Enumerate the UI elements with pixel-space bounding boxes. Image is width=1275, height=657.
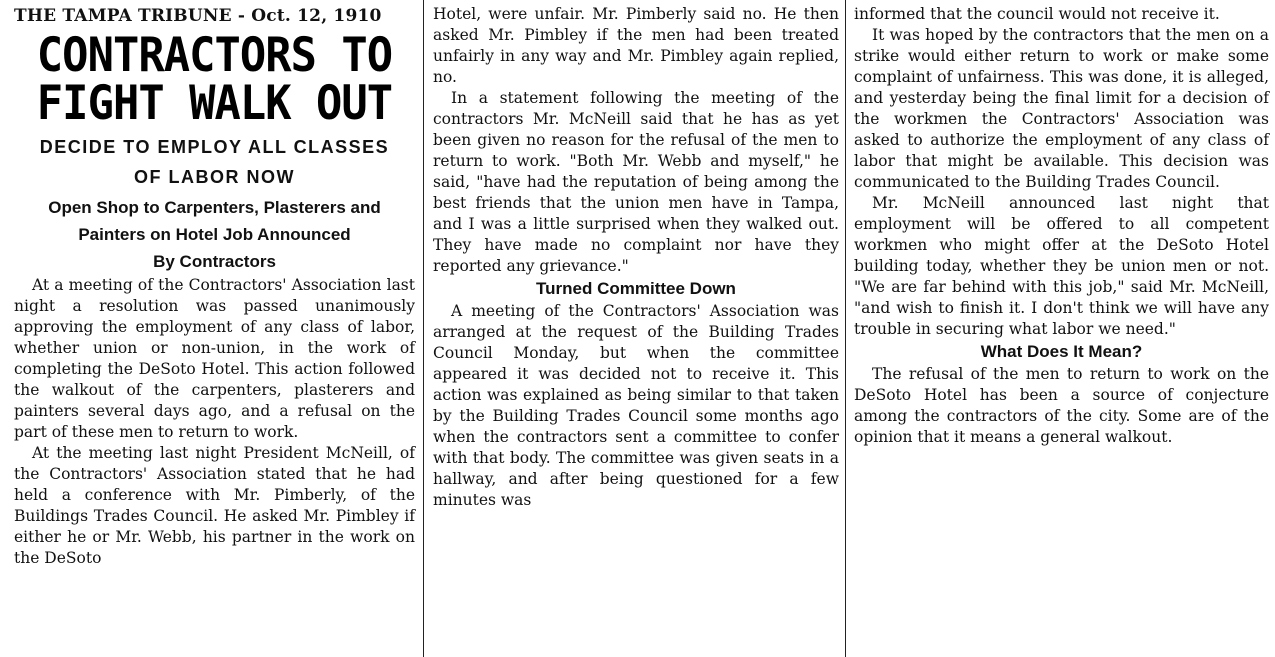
paragraph: The refusal of the men to return to work on the DeSoto Hotel has been a source of conjecture among the contractors of the city. Some are of the opinion that it means a general walkout. — [854, 365, 1269, 446]
paragraph: Hotel, were unfair. Mr. Pimberly said no. He then asked Mr. Pimbley if the men had been treated unfairly in any way and Mr. Pimbley again replied, no. — [433, 5, 839, 86]
subdeck-line-2: Painters on Hotel Job Announced — [78, 225, 351, 244]
dateline: THE TAMPA TRIBUNE - Oct. 12, 1910 — [14, 6, 382, 26]
paragraph: It was hoped by the contractors that the men on a strike would either return to work or make some complaint of unfairness. This was done, it is alleged, and yesterday being the final limit for a decision of the workmen the Contractors' Association was asked to authorize the employment of any class of labor that might be available. This decision was communicated to the Building Trades Council. — [854, 26, 1269, 191]
headline-line-2: FIGHT WALK OUT — [36, 76, 393, 131]
headline-line-1: CONTRACTORS TO — [36, 28, 393, 83]
subhead: What Does It Mean? — [980, 342, 1143, 361]
paragraph: informed that the council would not receive it. — [854, 5, 1220, 23]
subdeck-line-3: By Contractors — [153, 252, 276, 271]
deck-line-1: DECIDE TO EMPLOY ALL CLASSES — [39, 137, 390, 157]
paragraph: A meeting of the Contractors' Association was arranged at the request of the Building Trades Council Monday, but when the committee appeared it was decided not to receive it. This action was explained as being similar to that taken by the Building Trades Council some months ago when the contractors sent a committee to confer with that body. The committee was given seats in a hallway, and after being questioned for a few minutes was — [433, 302, 839, 509]
column-3 — [846, 0, 1275, 657]
paragraph: At the meeting last night President McNeill, of the Contractors' Association stated that he had held a conference with Mr. Pimberly, of the Buildings Trades Council. He asked Mr. Pimbley if either he or Mr. Webb, his partner in the work on the DeSoto — [14, 444, 415, 567]
paragraph: At a meeting of the Contractors' Association last night a resolution was passed unanimously approving the employment of any class of labor, whether union or non-union, in the work of completing the DeSoto Hotel. This action followed the walkout of the carpenters, plasterers and painters several days ago, and a refusal on the part of these men to return to work. — [14, 276, 415, 441]
subhead: Turned Committee Down — [536, 279, 736, 298]
deck — [14, 132, 415, 192]
subdeck — [14, 194, 415, 275]
column-2 — [424, 0, 845, 657]
paragraph: Mr. McNeill announced last night that employment will be offered to all competent workmen who might offer at the DeSoto Hotel building today, whether they be union men or not. "We are far behind with this job," said Mr. McNeill, "and wish to finish it. I don't think we will have any trouble in securing what labor we need." — [854, 194, 1269, 338]
deck-line-2: OF LABOR NOW — [134, 167, 295, 187]
paragraph: In a statement following the meeting of the contractors Mr. McNeill said that he has as yet been given no reason for the refusal of the men to return to work. "Both Mr. Webb and myself," he said, "have had the reputation of being among the best friends that the union men have in Tampa, and I was a little surprised when they walked out. They have made no complaint nor have they reported any grievance." — [433, 89, 839, 275]
headline — [28, 28, 401, 131]
column-1 — [0, 0, 423, 657]
subdeck-line-1: Open Shop to Carpenters, Plasterers and — [48, 198, 381, 217]
